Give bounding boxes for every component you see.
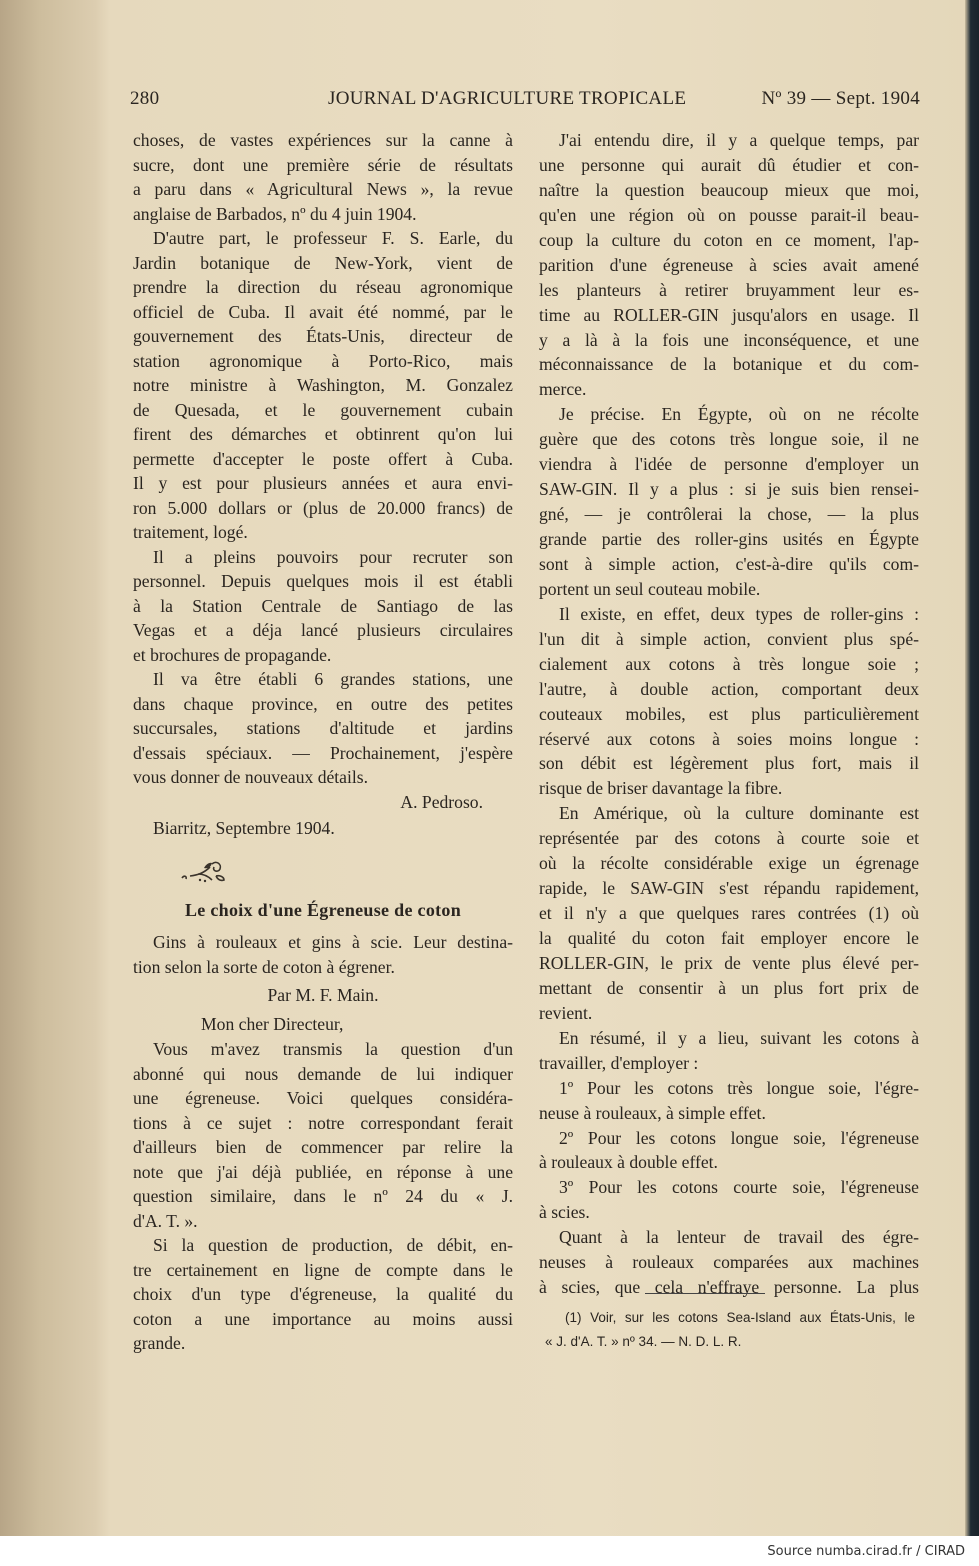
text-line: personnel. Depuis quelques mois il est établi [133, 571, 513, 591]
source-credit: Source numba.cirad.fr / CIRAD [767, 1544, 965, 1559]
text-line: Il existe, en effet, deux types de roller-gins : [559, 603, 919, 624]
text-line: d'A. T. ». [133, 1210, 198, 1231]
footnote [545, 1306, 915, 1354]
text-line: En Amérique, où la culture dominante est [559, 803, 919, 824]
text-line: vous donner de nouveaux détails. [133, 767, 369, 787]
text-line: une personne qui aurait dû étudier et con- [539, 154, 919, 175]
text-line: qu'en une région où on pousse parait-il beau- [539, 204, 919, 225]
page-number: 280 [130, 88, 160, 109]
dateline: Biarritz, Septembre 1904. [153, 818, 335, 838]
salutation: Mon cher Directeur, [201, 1014, 344, 1034]
ornament-fleuron-icon [178, 860, 238, 886]
text-line: Je précise. En Égypte, où on ne récolte [559, 404, 919, 425]
text-line: gné, — je contrôlerai la chose, — la plus [539, 504, 919, 525]
text-line: traitement, logé. [133, 522, 248, 542]
signature-wrap [133, 790, 513, 815]
byline-wrap [133, 983, 513, 1008]
text-line: merce. [539, 379, 587, 400]
text-line: naître la question beaucoup mieux que moi, [539, 179, 919, 200]
text-line: choses, de vastes expériences sur la canne à [133, 130, 513, 150]
binding-edge [965, 0, 979, 1536]
footnote-rule [645, 1293, 765, 1294]
text-line: où la récolte considérable exige un égrenage [539, 853, 919, 874]
text-line: grande partie des roller-gins usités en Égypte [539, 529, 919, 549]
text-line: et brochures de propagande. [133, 644, 332, 665]
text-line: tions à ce sujet : notre correspondant ferait [133, 1112, 513, 1133]
text-line: la qualité du coton fait employer encore le [539, 928, 919, 948]
text-line: ron 5.000 dollars or (plus de 20.000 francs) de [133, 497, 513, 518]
text-line: officiel de Cuba. Il avait été nommé, par le [133, 301, 513, 322]
text-line: à rouleaux à double effet. [539, 1152, 718, 1173]
text-line: question similaire, dans le nº 24 du « J. [133, 1186, 513, 1206]
text-line: d'ailleurs bien de commencer par relire la [133, 1137, 513, 1157]
text-line: réservé aux cotons à soies moins longue : [539, 728, 919, 749]
text-line: et il n'y a que quelques rares contrées (1) où [539, 903, 919, 924]
text-line: neuses à rouleaux comparées aux machines [539, 1252, 919, 1273]
text-line: d'essais spéciaux. — Prochainement, j'espère [133, 742, 513, 763]
text-line: En résumé, il y a lieu, suivant les cotons à [559, 1027, 919, 1048]
left-text-part-1 [133, 128, 513, 790]
text-line: l'autre, à double action, comportant deux [539, 678, 919, 699]
text-line: SAW-GIN. Il y a plus : si je suis bien rensei- [539, 479, 919, 500]
signature: A. Pedroso. [400, 792, 483, 812]
text-line: J'ai entendu dire, il y a quelque temps, par [559, 130, 919, 150]
text-line: Quant à la lenteur de travail des égre- [559, 1227, 919, 1248]
text-line: à scies, que cela n'effraye personne. La plus [539, 1277, 919, 1298]
text-line: prendre la direction du réseau agronomique [133, 277, 513, 297]
text-line: a paru dans « Agricultural News », la revue [133, 179, 513, 199]
text-line: choix d'un type d'égreneuse, la qualité du [133, 1284, 513, 1304]
issue-number: Nº 39 — Sept. 1904 [761, 88, 920, 109]
footnote-line: « J. d'A. T. » nº 34. — N. D. L. R. [545, 1334, 742, 1349]
text-line: cialement aux cotons à très longue soie ; [539, 653, 919, 674]
text-line: à la Station Centrale de Santiago de las [133, 595, 513, 616]
text-line: son débit est légèrement plus fort, mais il [539, 753, 919, 774]
text-line: mettant de consentir à un plus fort prix de [539, 977, 919, 998]
text-line: guère que des cotons très longue soie, il ne [539, 429, 919, 450]
text-line: 3º Pour les cotons courte soie, l'égreneuse [559, 1177, 919, 1198]
text-line: couteaux mobiles, est plus particulièrement [539, 703, 919, 724]
text-line: Vegas et a déja lancé plusieurs circulaires [133, 620, 513, 640]
text-line: travailler, d'employer : [539, 1052, 699, 1073]
text-line: parition d'une égreneuse à scies avait amené [539, 254, 919, 275]
text-line: Il a pleins pouvoirs pour recruter son [153, 546, 513, 567]
salutation-wrap [133, 1012, 513, 1037]
text-line: l'un dit à simple action, convient plus spé- [539, 628, 919, 649]
text-line: méconnaissance de la botanique et du com- [539, 354, 919, 375]
subtitle-line: tion selon la sorte de coton à égrener. [133, 956, 395, 977]
text-line: Il va être établi 6 grandes stations, une [153, 669, 513, 689]
text-line: abonné qui nous demande de lui indiquer [133, 1063, 513, 1084]
text-line: coup la culture du coton en ce moment, l'ap- [539, 229, 919, 250]
footnote-line: (1) Voir, sur les cotons Sea-Island aux États-Unis, le [565, 1310, 915, 1325]
text-line: ROLLER-GIN, le prix de vente plus élevé per- [539, 952, 919, 973]
text-line: Si la question de production, de débit, en- [153, 1235, 513, 1255]
text-line: viendra à l'idée de personne d'employer un [539, 454, 919, 475]
text-line: Il y est pour plusieurs années et aura envi- [133, 473, 513, 493]
text-line: grande. [133, 1333, 186, 1353]
text-line: y a là à la fois une inconséquence, et une [539, 329, 919, 350]
text-line: note que j'ai déjà publiée, en réponse à une [133, 1161, 513, 1182]
heading-wrap [133, 898, 513, 923]
text-line: succursales, stations d'altitude et jardins [133, 718, 513, 738]
text-line: neuse à rouleaux, à simple effet. [539, 1102, 766, 1123]
subtitle [133, 930, 513, 979]
text-line: représentée par des cotons à courte soie et [539, 828, 919, 849]
text-line: 2º Pour les cotons longue soie, l'égreneuse [559, 1127, 919, 1148]
text-line: D'autre part, le professeur F. S. Earle, du [153, 228, 513, 248]
text-line: risque de briser davantage la fibre. [539, 778, 783, 799]
text-line: dans chaque province, en outre des petites [133, 693, 513, 714]
text-line: time au ROLLER-GIN jusqu'alors en usage. Il [539, 304, 919, 325]
dateline-wrap [133, 816, 513, 841]
text-line: à scies. [539, 1202, 590, 1223]
text-line: une égreneuse. Voici quelques considéra- [133, 1088, 513, 1108]
text-line: portent un seul couteau mobile. [539, 578, 761, 599]
text-line: anglaise de Barbados, nº du 4 juin 1904. [133, 203, 417, 224]
text-line: permette d'accepter le poste offert à Cuba. [133, 448, 513, 469]
text-line: sucre, dont une première série de résultats [133, 154, 513, 175]
text-line: 1º Pour les cotons très longue soie, l'égre- [559, 1077, 919, 1098]
text-line: Vous m'avez transmis la question d'un [153, 1039, 513, 1059]
text-line: notre ministre à Washington, M. Gonzalez [133, 375, 513, 395]
text-line: firent des démarches et obtinrent qu'on lui [133, 424, 513, 444]
text-line: station agronomique à Porto-Rico, mais [133, 350, 513, 371]
text-line: rapide, le SAW-GIN s'est répandu rapidement, [539, 878, 919, 899]
text-line: les planteurs à retirer bruyamment leur es- [539, 279, 919, 300]
text-line: de Quesada, et le gouvernement cubain [133, 399, 513, 420]
text-line: revient. [539, 1002, 593, 1023]
subtitle-line: Gins à rouleaux et gins à scie. Leur destina- [153, 932, 513, 952]
article-title: Le choix d'une Égreneuse de coton [184, 900, 462, 920]
journal-title: JOURNAL D'AGRICULTURE TROPICALE [328, 88, 687, 109]
left-text-part-2 [133, 1037, 513, 1356]
text-line: Jardin botanique de New-York, vient de [133, 252, 513, 273]
byline: Par M. F. Main. [267, 985, 379, 1005]
text-line: coton a une importance au moins aussi [133, 1308, 513, 1329]
text-line: sont à simple action, c'est-à-dire qu'ils com- [539, 553, 919, 574]
right-text [539, 128, 919, 1300]
running-header [130, 88, 920, 112]
text-line: gouvernement des États-Unis, directeur de [133, 326, 513, 346]
text-line: tre certainement en ligne de compte dans le [133, 1259, 513, 1280]
